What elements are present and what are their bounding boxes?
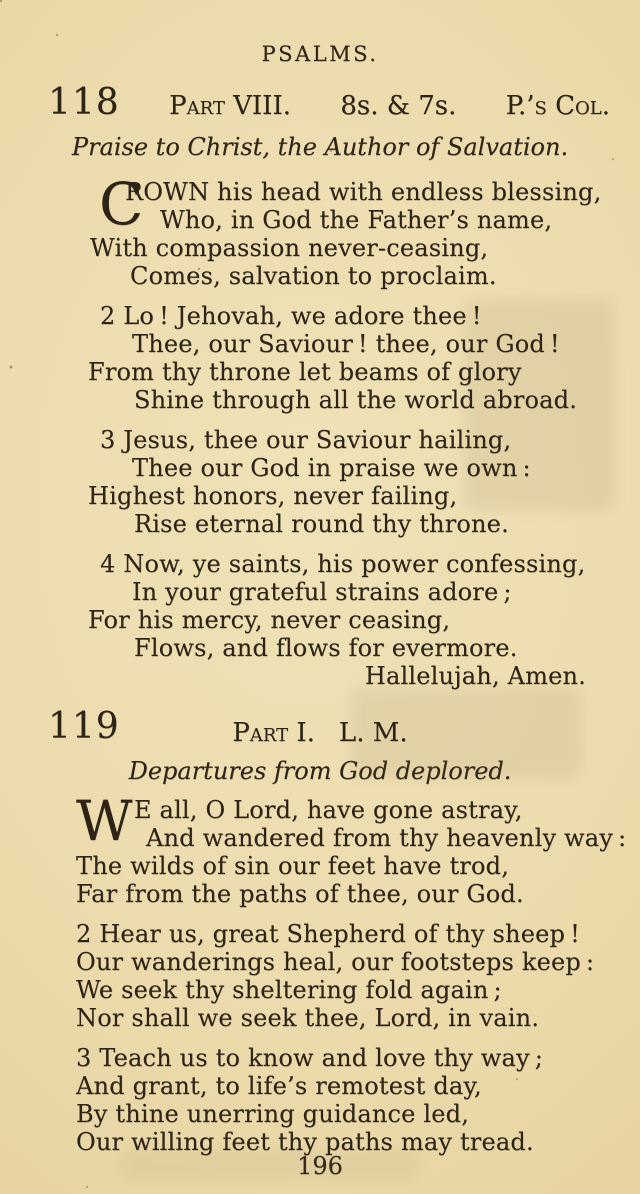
hymn-head	[48, 82, 610, 126]
hymn-head	[48, 706, 610, 750]
verse-line: Thee our God in praise we own :	[132, 454, 531, 482]
verse-line: Shine through all the world abroad.	[134, 386, 578, 414]
verse-line: ROWN his head with endless blessing,	[125, 178, 602, 206]
verse-line: 3 Teach us to know and love thy way ;	[76, 1044, 544, 1072]
stanza	[76, 789, 627, 908]
verse-line: E all, O Lord, have gone astray,	[134, 796, 523, 824]
verse-line: Flows, and flows for evermore.	[134, 634, 518, 662]
verse-line: Thee, our Saviour ! thee, our God !	[132, 330, 560, 358]
hymn-meter: L. M.	[338, 718, 408, 748]
verse-line: Comes, salvation to proclaim.	[130, 262, 497, 290]
stanza	[88, 426, 624, 538]
hymn-subtitle: Departures from God deplored.	[128, 757, 512, 785]
hymn-attribution: P.’s Col.	[505, 91, 610, 121]
verse-line: Our willing feet thy paths may tread.	[76, 1128, 534, 1156]
verse-line: By thine unerring guidance led,	[76, 1100, 470, 1128]
verse-line: We seek thy sheltering fold again ;	[76, 976, 502, 1004]
stanza	[88, 170, 624, 290]
verse-line: Nor shall we seek thee, Lord, in vain.	[76, 1004, 540, 1032]
paper-specks	[0, 0, 2, 2]
verse-line: And wandered from thy heavenly way :	[146, 824, 627, 852]
stanza	[88, 550, 624, 690]
verse-line: 3 Jesus, thee our Saviour hailing,	[100, 426, 512, 454]
hymn-part-group	[0, 718, 640, 748]
stanza	[76, 920, 624, 1032]
drop-cap: C	[99, 170, 144, 238]
stanza	[88, 302, 624, 414]
drop-cap: W	[76, 789, 131, 853]
hymn-part: Part I.	[232, 718, 315, 748]
verse-line: 4 Now, ye saints, his power confessing,	[100, 550, 586, 578]
verse-line: 2 Hear us, great Shepherd of thy sheep !	[76, 920, 580, 948]
stanza	[76, 1044, 624, 1156]
verse-line: The wilds of sin our feet have trod,	[76, 852, 510, 880]
verse-line: With compassion never-ceasing,	[90, 234, 489, 262]
verse-line: Our wanderings heal, our footsteps keep :	[76, 948, 595, 976]
running-head: PSALMS.	[261, 42, 379, 66]
hymn-subtitle: Praise to Christ, the Author of Salvation.	[71, 133, 569, 161]
hymn-number: 118	[48, 82, 120, 123]
hymn-part: Part VIII.	[169, 91, 291, 121]
verse-line: And grant, to life’s remotest day,	[76, 1072, 482, 1100]
page-number: 196	[297, 1152, 343, 1180]
verse-line: Far from the paths of thee, our God.	[76, 880, 524, 908]
verse-line: Hallelujah, Amen.	[364, 662, 586, 690]
verse-line: Highest honors, never failing,	[88, 482, 458, 510]
hymn	[0, 82, 640, 690]
verse-line: Who, in God the Father’s name,	[160, 206, 553, 234]
verse-line: In your grateful strains adore ;	[132, 578, 512, 606]
hymn-meter: 8s. & 7s.	[340, 91, 457, 121]
verse-line: 2 Lo ! Jehovah, we adore thee !	[100, 302, 482, 330]
verse-line: From thy throne let beams of glory	[88, 358, 522, 386]
verse-line: Rise eternal round thy throne.	[134, 510, 509, 538]
hymn-list	[0, 82, 640, 1156]
hymn-number: 119	[48, 706, 120, 747]
verse-line: For his mercy, never ceasing,	[88, 606, 451, 634]
